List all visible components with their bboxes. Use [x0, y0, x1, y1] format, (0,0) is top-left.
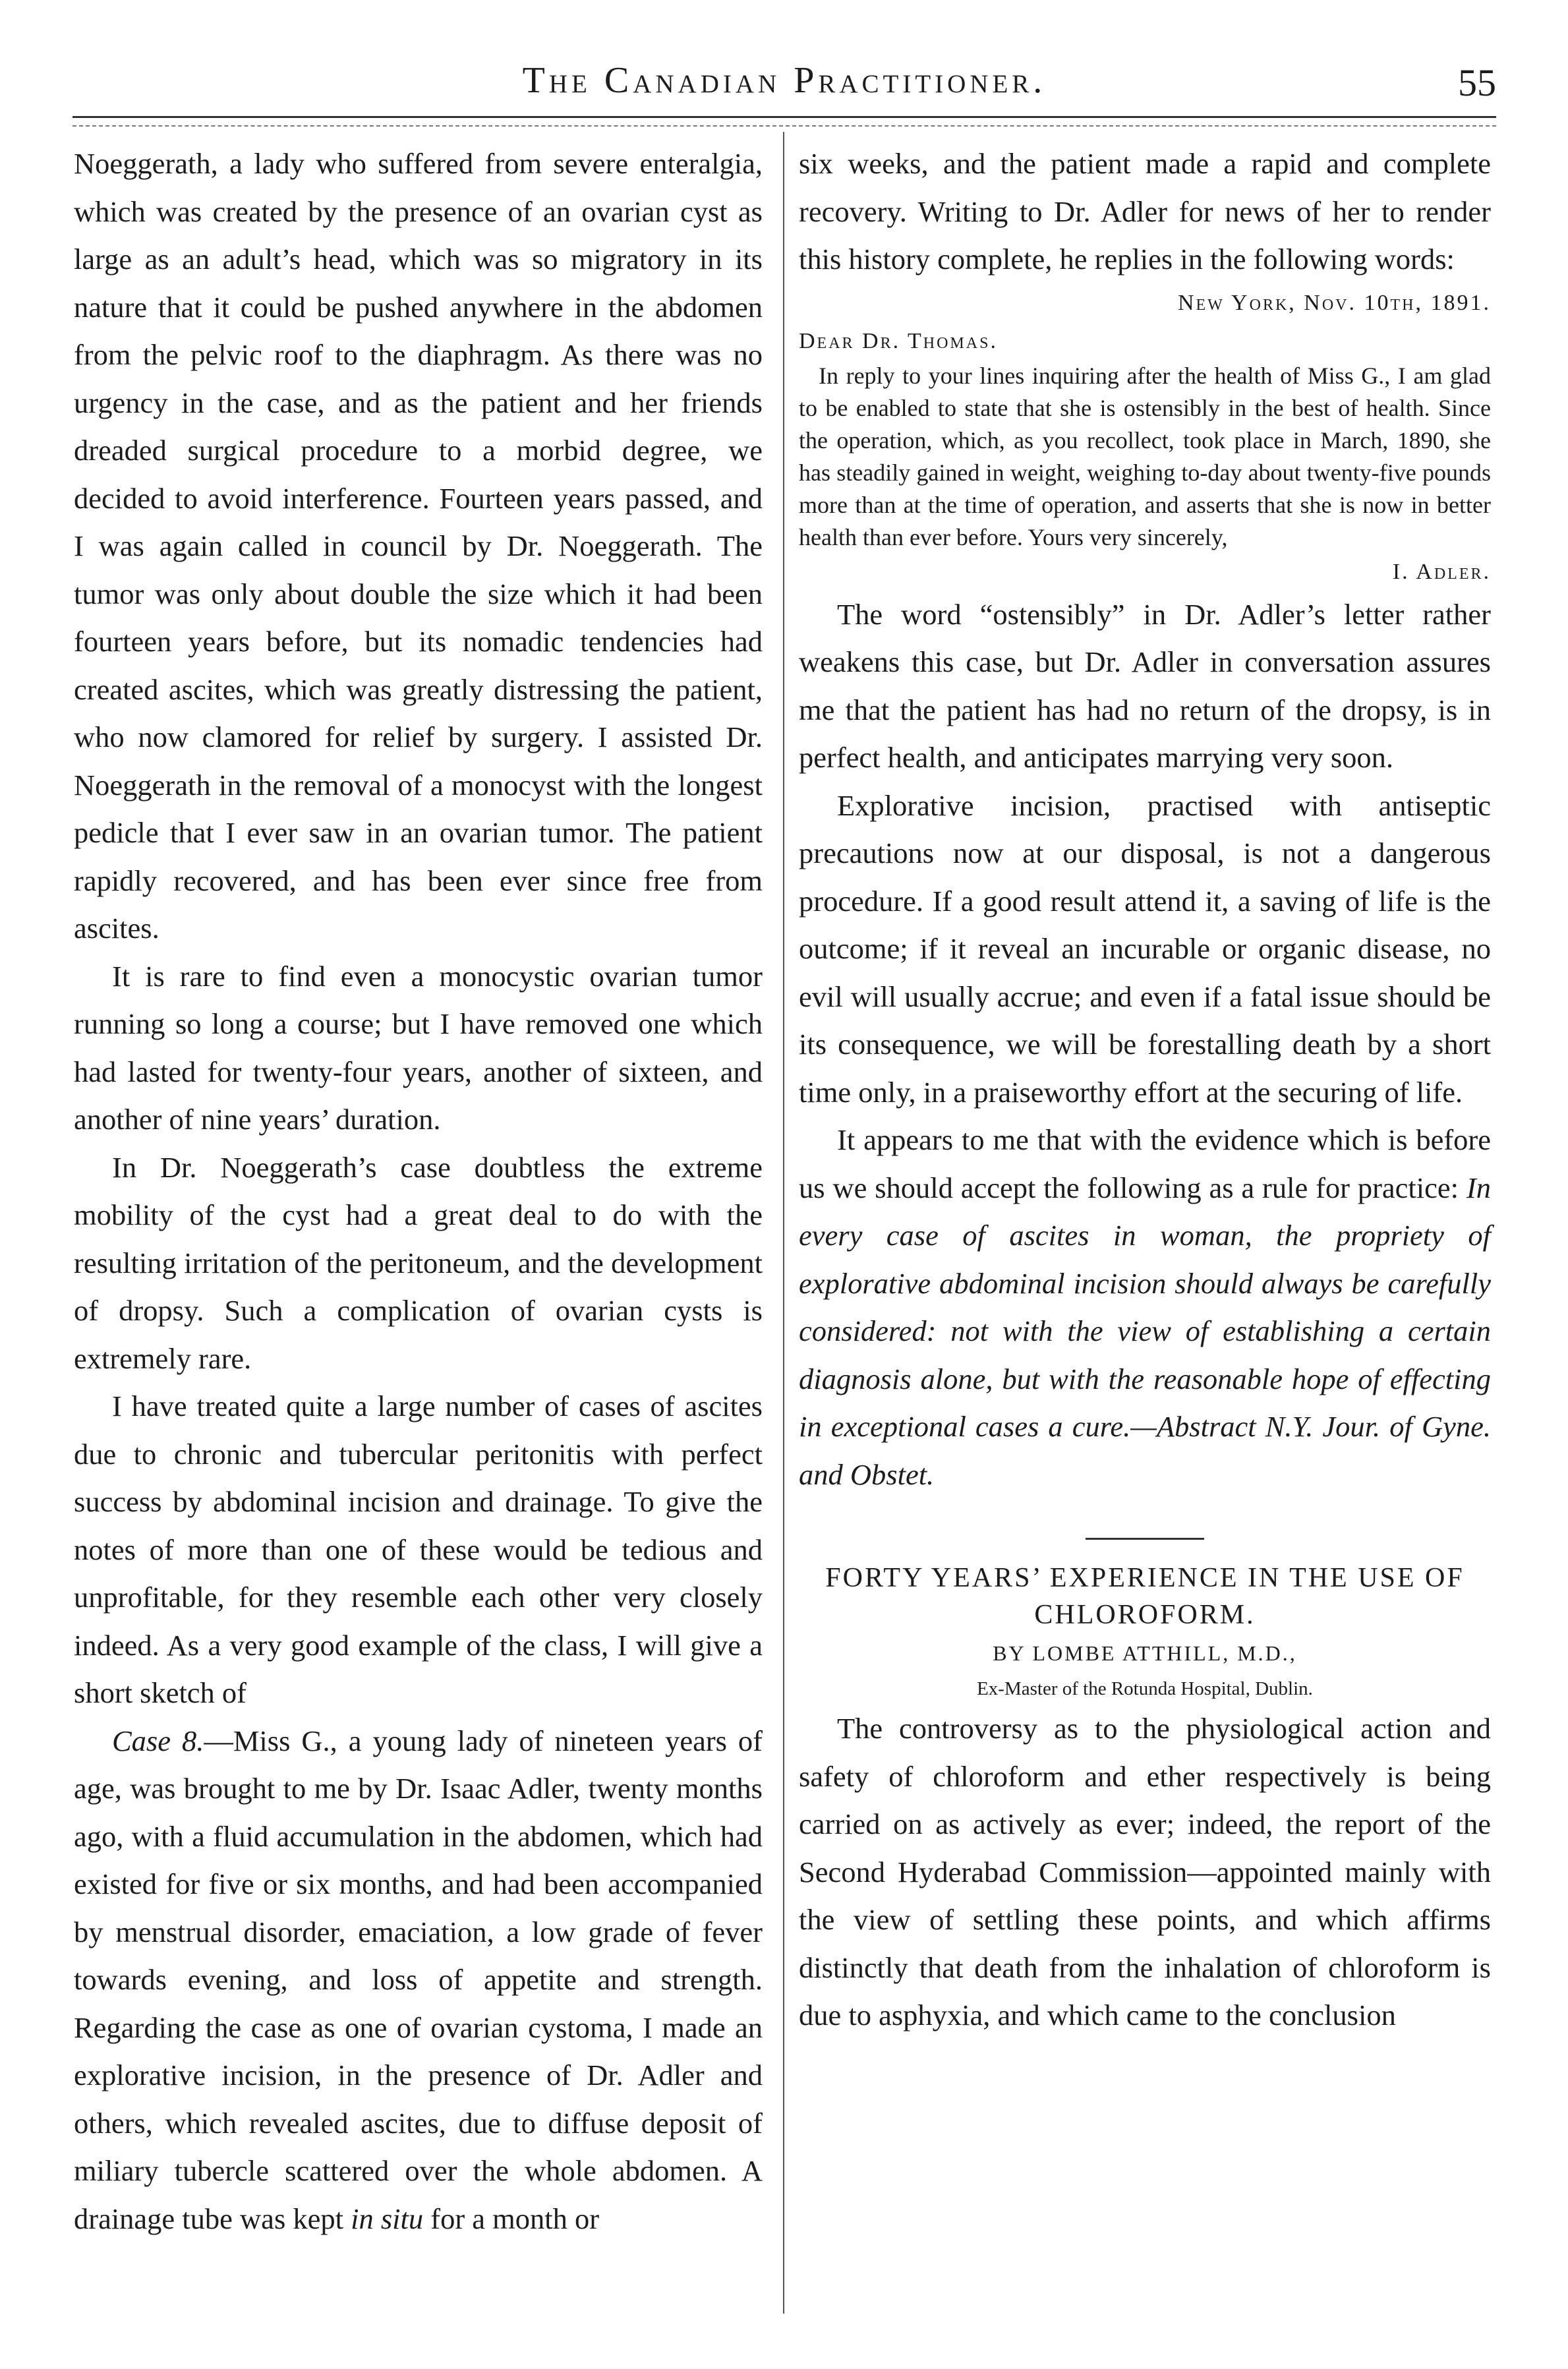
paragraph: The word “ostensibly” in Dr. Adler’s letter rather weakens this case, but Dr. Adler in conversation assures me that the patient has had no return of the dropsy, is in perfect health, and anticipates marrying very soon. — [799, 597, 1491, 774]
paragraph: six weeks, and the patient made a rapid and complete recovery. Writing to Dr. Adler for news of her to render this history complete, he replies in the following words: — [799, 147, 1491, 276]
paragraph: Noeggerath, a lady who suffered from severe enteralgia, which was created by the presence of an ovarian cyst as large as an adult’s head, which was so migratory in its nature that it could be pushed anywhere in the abdomen from the pelvic roof to the diaphragm. As there was no urgency in the case, and as the patient and her friends dreaded surgical procedure to a morbid degree, we decided to avoid interference. Fourteen years passed, and I was again called in council by Dr. Noeggerath. The tumor was only about double the size which it had been fourteen years before, but its nomadic tendencies had created ascites, which was greatly distressing the patient, who now clamored for relief by surgery. I assisted Dr. Noeggerath in the removal of a monocyst with the longest pedicle that I ever saw in an ovarian tumor. The patient rapidly recovered, and has been ever since free from ascites. — [74, 147, 763, 945]
header-rule-secondary — [73, 125, 1496, 127]
running-head — [73, 46, 1496, 119]
paragraph-text: It appears to me that with the evidence which is before us we should accept the following as a rule for practice: — [799, 1123, 1491, 1204]
left-column — [74, 140, 763, 2242]
italic-rule: In every case of ascites in woman, the propriety of explorative abdominal incision should always be carefully considered: not with the view of establishing a certain diagnosis alone, but with the reasonable hope of effecting in exceptional cases a cure.—Abstract N.Y. Jour. of Gyne. and Obstet. — [799, 1171, 1491, 1491]
column-divider — [783, 132, 784, 2314]
paragraph: It is rare to find even a monocystic ovarian tumor running so long a course; but I have removed one which had lasted for twenty-four years, another of sixteen, and another of nine years’ duration. — [74, 959, 763, 1136]
paragraph: The controversy as to the physiological action and safety of chloroform and ether respectively is being carried on as actively as ever; indeed, the report of the Second Hyderabad Commission—appointed mainly with the view of settling these points, and which affirms distinctly that death from the inhalation of chloroform is due to asphyxia, and which came to the conclusion — [799, 1712, 1491, 2032]
section-rule — [1086, 1538, 1204, 1540]
paragraph: In Dr. Noeggerath’s case doubtless the extreme mobility of the cyst had a great deal to do with the resulting irritation of the peritoneum, and the development of dropsy. Such a complication of ovarian cysts is extremely rare. — [74, 1150, 763, 1375]
letter-signature: I. Adler. — [1392, 559, 1491, 584]
case-text-end: for a month or — [423, 2202, 600, 2235]
paragraph-rule-for-practice — [799, 1116, 1491, 1498]
page-number: 55 — [1458, 61, 1496, 104]
letter-body: In reply to your lines inquiring after the health of Miss G., I am glad to be enabled to state that she is ostensibly in the best of health. Since the operation, which, as you recollect, took place in March, 1890, she has steadily gained in weight, weighing to-day about twenty-five pounds more than at the time of operation, and asserts that she is now in better health than ever before. Yours very sincerely, — [799, 362, 1491, 550]
affiliation: Ex-Master of the Rotunda Hospital, Dublin. — [977, 1678, 1313, 1699]
case-label: Case 8. — [112, 1724, 204, 1757]
header-rule — [73, 116, 1496, 118]
case-text: —Miss G., a young lady of nineteen years of age, was brought to me by Dr. Isaac Adler, twenty months ago, with a fluid accumulation in the abdomen, which had existed for five or six months, and had been accompanied by menstrual disorder, emaciation, a low grade of fever towards evening, and loss of appetite and strength. Regarding the case as one of ovarian cystoma, I made an explorative incision, in the presence of Dr. Adler and others, which revealed ascites, due to diffuse deposit of miliary tubercle scattered over the whole abdomen. A drainage tube was kept — [74, 1724, 763, 2235]
letter-date: New York, Nov. 10th, 1891. — [1177, 290, 1491, 315]
byline: BY LOMBE ATTHILL, M.D., — [993, 1641, 1297, 1665]
right-column — [799, 140, 1491, 2039]
letter-salutation: Dear Dr. Thomas. — [799, 328, 998, 353]
article-title: FORTY YEARS’ EXPERIENCE IN THE USE OF CHLOROFORM. — [825, 1563, 1465, 1630]
paragraph-case-8 — [74, 1717, 763, 2243]
paragraph: I have treated quite a large number of cases of ascites due to chronic and tubercular peritonitis with perfect success by abdominal incision and drainage. To give the notes of more than one of these would be tedious and unprofitable, for they resemble each other very closely indeed. As a very good example of the class, I will give a short sketch of — [74, 1389, 763, 1709]
paragraph: Explorative incision, practised with antiseptic precautions now at our disposal, is not a dangerous procedure. If a good result attend it, a saving of life is the outcome; if it reveal an incurable or organic disease, no evil will usually accrue; and even if a fatal issue should be its consequence, we will be forestalling death by a short time only, in a praiseworthy effort at the securing of life. — [799, 788, 1491, 1109]
journal-title: The Canadian Practitioner. — [522, 60, 1047, 101]
italic-term: in situ — [351, 2202, 424, 2235]
